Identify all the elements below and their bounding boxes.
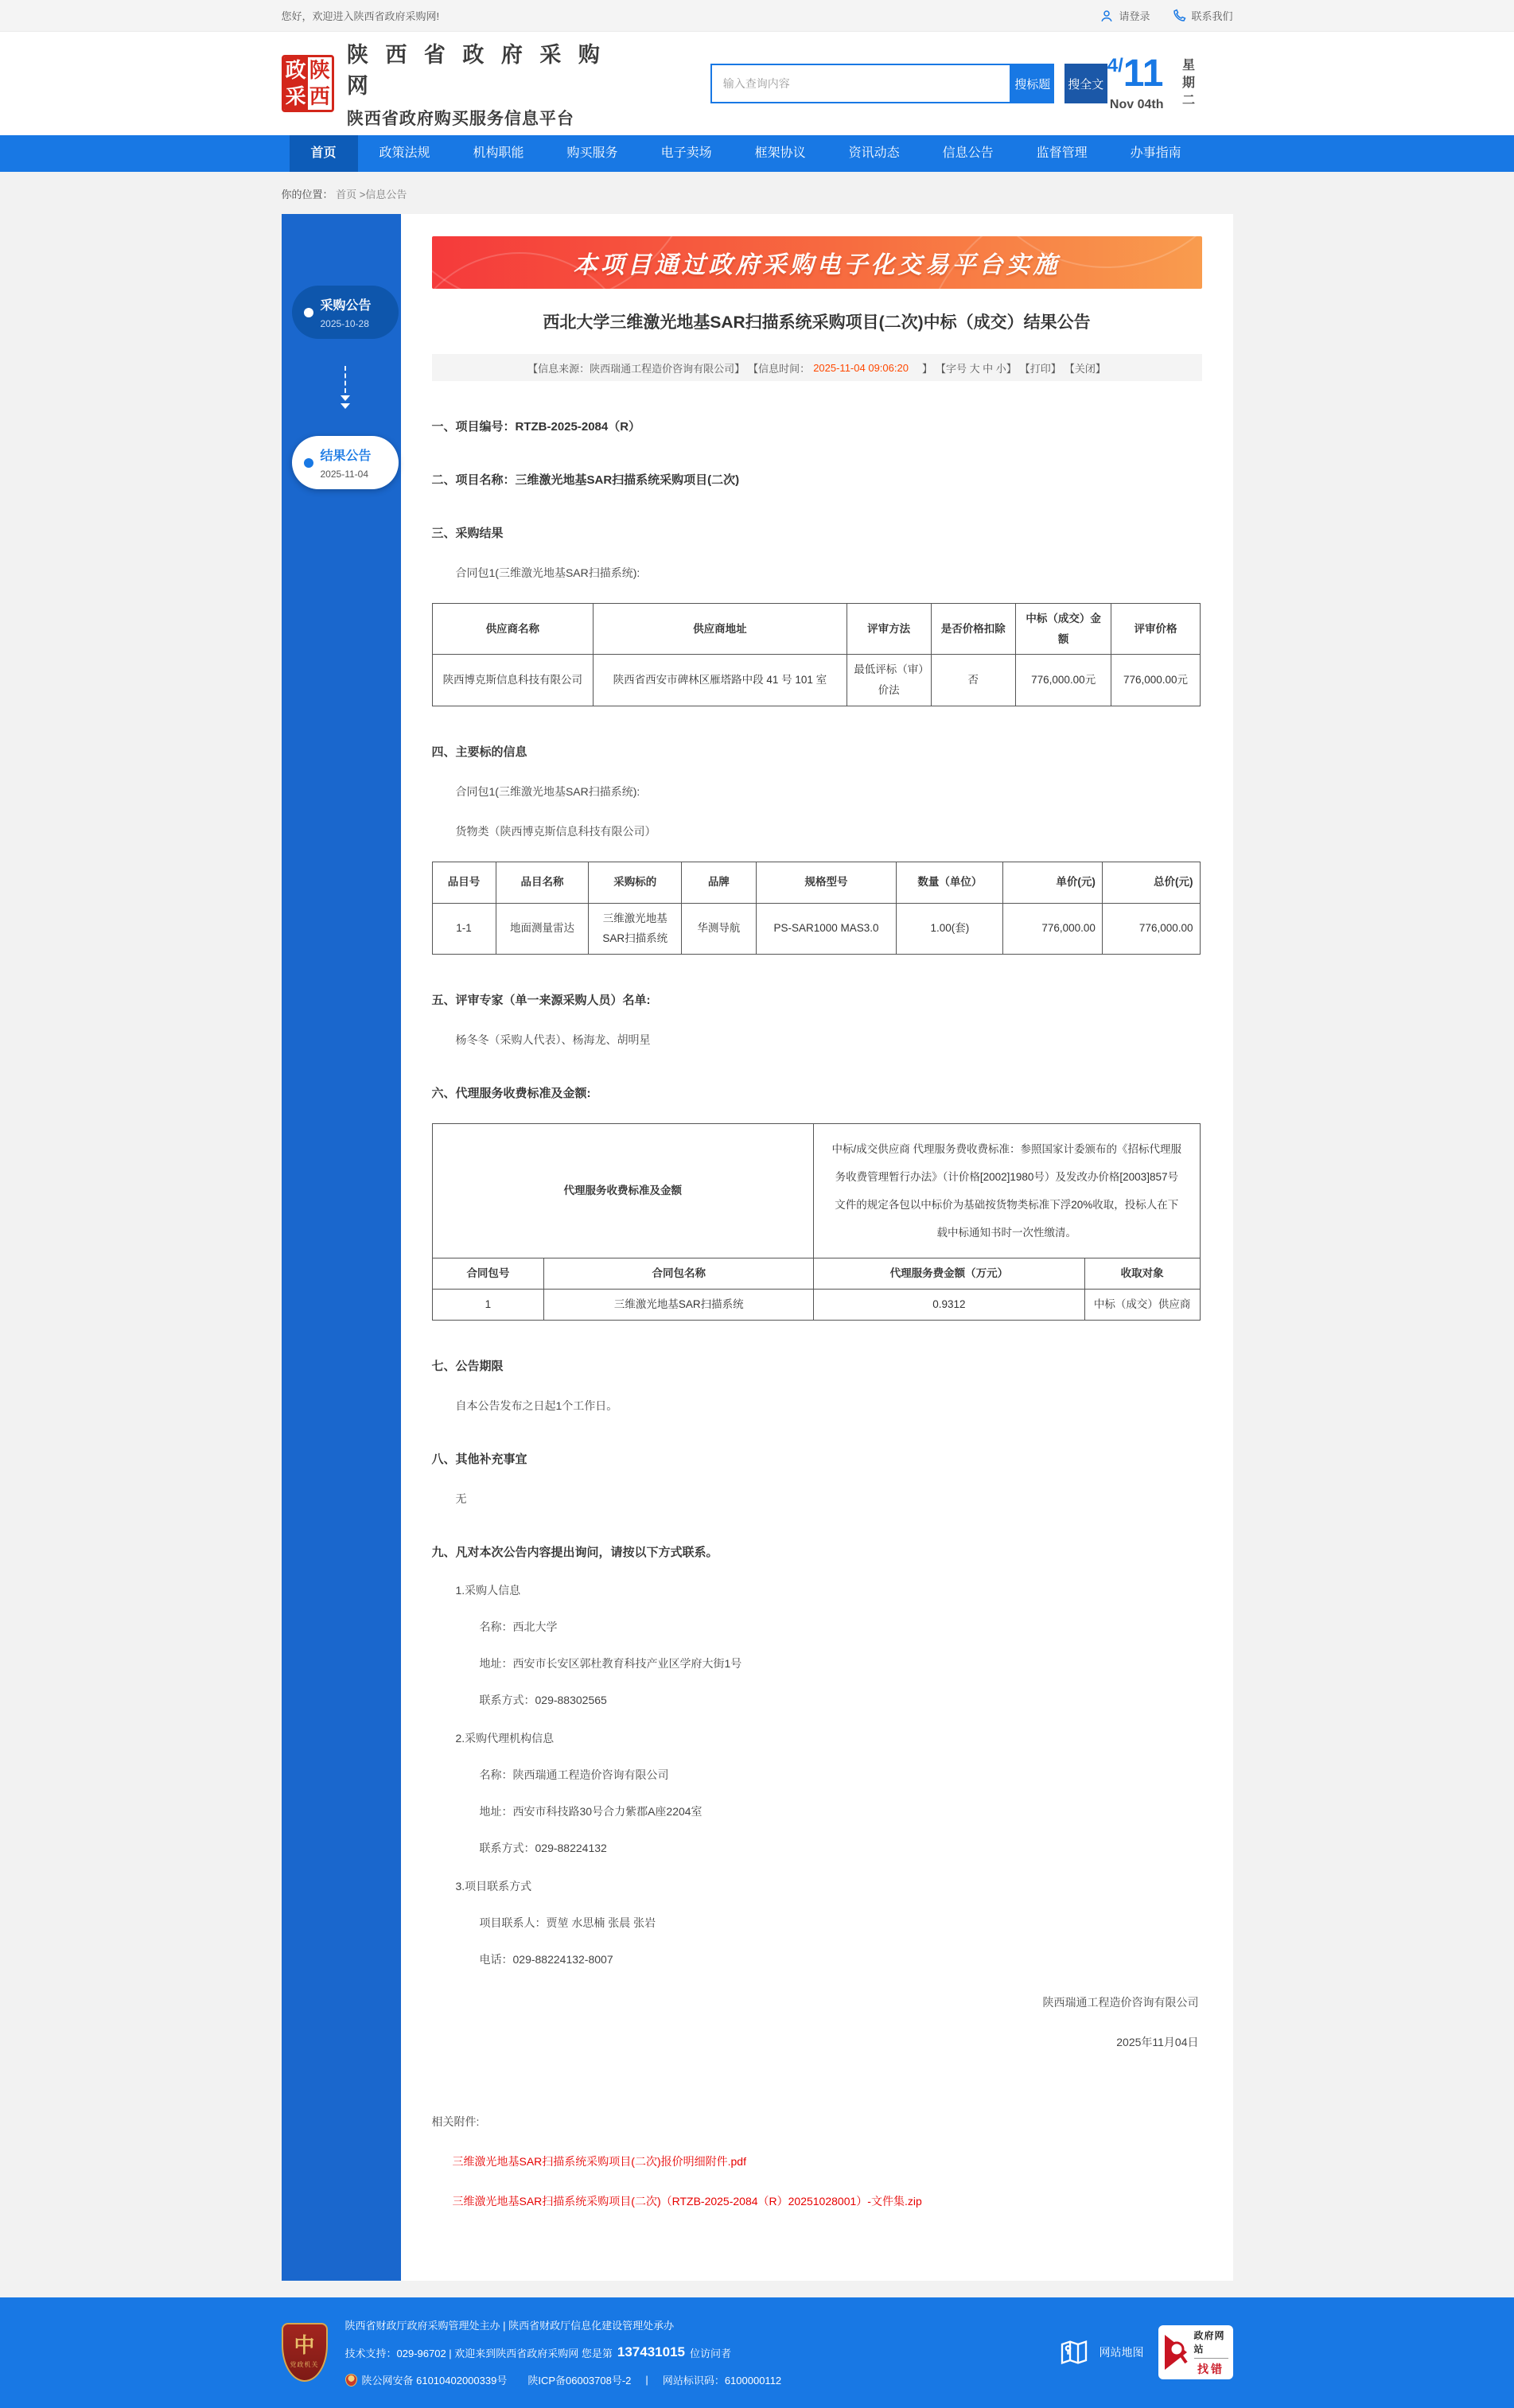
section-8-heading: 八、其他补充事宜: [431, 1452, 527, 1466]
police-badge-icon: [345, 2374, 357, 2387]
attachments-label: 相关附件:: [431, 2114, 480, 2128]
gongan-beian-link[interactable]: 陕公网安备 61010402000339号: [361, 2375, 508, 2387]
site-header: [0, 32, 1514, 135]
supplier-result-table: [432, 603, 1201, 706]
welcome-text: 您好，欢迎进入陕西省政府采购网!: [281, 10, 440, 22]
footer-organizer-line: 陕西省财政厅政府采购管理处主办 | 陕西省财政厅信息化建设管理处承办: [344, 2320, 675, 2332]
date-english: Nov 04th: [1109, 98, 1164, 111]
table-header-row: 品目号 品目名称 采购标的 品牌 规格型号 数量（单位） 单价(元) 总价(元): [432, 862, 1200, 903]
nav-item-home[interactable]: 首页: [290, 135, 358, 172]
table-row: 代理服务收费标准及金额 中标/成交供应商 代理服务费收费标准：参照国家计委颁布的《招标代理服务收费管理暂行办法》（计价格[2002]1980号）及发改办价格[2003]857号文件的规定各包以中标价为基础按货物类标准下浮20%收取，投标人在下载中标通知书时一次性缴清。: [432, 1123, 1200, 1258]
nav-item-functions[interactable]: 机构职能: [473, 146, 524, 160]
page-title: 西北大学三维激光地基SAR扫描系统采购项目(二次)中标（成交）结果公告: [543, 313, 1091, 332]
topbar: [0, 0, 1514, 32]
user-icon: [1099, 9, 1114, 23]
agency-address: 地址：西安市科技路30号合力紫郡A座2204室: [479, 1804, 703, 1818]
logo-seal-icon: 政 陕 采 西: [282, 55, 334, 112]
article-panel: [401, 214, 1233, 2281]
purchaser-info-heading: 1.采购人信息: [455, 1583, 521, 1597]
purchaser-name: 名称：西北大学: [479, 1620, 558, 1633]
icp-beian-link[interactable]: 陕ICP备06003708号-2: [527, 2375, 632, 2387]
project-contact-phone: 电话：029-88224132-8007: [479, 1952, 613, 1966]
search-title-button[interactable]: 搜标题: [1011, 64, 1054, 103]
error-report-magnifier-icon: [1163, 2333, 1190, 2371]
section-4-note1: 合同包1(三维激光地基SAR扫描系统):: [455, 784, 640, 798]
article-meta-bar: 【信息来源：陕西瑞通工程造价咨询有限公司】 【信息时间： 2025-11-04 09:06:20 】 【字号 大 中 小】 【打印】 【关闭】: [432, 354, 1202, 381]
nav-item-news[interactable]: 资讯动态: [848, 146, 900, 160]
date-numeric: 4/11: [1107, 53, 1164, 95]
site-subtitle: 陕西省政府购买服务信息平台: [346, 110, 574, 128]
visitor-count: 137431015: [617, 2344, 685, 2359]
section-3-note: 合同包1(三维激光地基SAR扫描系统):: [455, 566, 640, 579]
section-8-text: 无: [455, 1492, 467, 1505]
signature-date: 2025年11月04日: [1116, 2035, 1199, 2048]
search-input[interactable]: [710, 64, 1011, 103]
table-row: 1-1 地面测量雷达 三维激光地基SAR扫描系统 华测导航 PS-SAR1000 MAS3.0 1.00(套) 776,000.00 776,000.00: [432, 903, 1200, 954]
login-link[interactable]: 请登录: [1099, 8, 1150, 23]
timeline-arrow-icon: [292, 366, 399, 409]
section-4-heading: 四、主要标的信息: [431, 745, 527, 759]
section-1-heading: 一、项目编号：RTZB-2025-2084（R）: [431, 420, 641, 434]
breadcrumb-home-link[interactable]: 首页: [336, 189, 357, 200]
platform-banner: [432, 236, 1202, 289]
map-icon: [1058, 2336, 1090, 2368]
agency-phone: 联系方式：029-88224132: [479, 1841, 607, 1854]
section-7-text: 自本公告发布之日起1个工作日。: [455, 1399, 618, 1412]
section-7-heading: 七、公告期限: [431, 1359, 504, 1373]
breadcrumb: 你的位置： 首页 >信息公告: [281, 189, 407, 200]
info-source: 【信息来源：陕西瑞通工程造价咨询有限公司】: [527, 362, 745, 375]
bid-items-table: [432, 862, 1201, 955]
nav-item-announcements[interactable]: 信息公告: [942, 146, 994, 160]
nav-item-emall[interactable]: 电子卖场: [660, 146, 712, 160]
nav-item-guide[interactable]: 办事指南: [1130, 146, 1181, 160]
table-header-row: 合同包号 合同包名称 代理服务费金额（万元） 收取对象: [432, 1258, 1200, 1290]
phone-icon: [1172, 9, 1186, 23]
section-3-heading: 三、采购结果: [431, 527, 504, 540]
close-button[interactable]: 【关闭】: [1064, 362, 1106, 375]
search-fulltext-button[interactable]: 搜全文: [1064, 64, 1107, 103]
nav-item-purchase-service[interactable]: 购买服务: [566, 146, 618, 160]
site-code: 网站标识码：6100000112: [662, 2375, 782, 2387]
section-4-note2: 货物类（陕西博克斯信息科技有限公司）: [455, 824, 656, 838]
weekday-text: 星期二: [1180, 58, 1194, 111]
gov-site-error-report-badge[interactable]: 政府网站 找错: [1158, 2325, 1233, 2379]
timeline-dot: [304, 308, 313, 317]
timeline-sidebar: [282, 214, 401, 2281]
table-header-row: 供应商名称 供应商地址 评审方法 是否价格扣除 中标（成交）金额 评审价格: [432, 604, 1200, 655]
site-footer: [0, 2297, 1514, 2408]
contact-link[interactable]: 联系我们: [1172, 8, 1232, 23]
agency-name: 名称：陕西瑞通工程造价咨询有限公司: [479, 1768, 669, 1781]
sitemap-link[interactable]: 网站地图: [1058, 2336, 1144, 2368]
timeline-dot: [304, 458, 313, 468]
project-contact-persons: 项目联系人：贾堃 水思楠 张晨 张岩: [479, 1916, 656, 1929]
attachment-pdf-link[interactable]: 三维激光地基SAR扫描系统采购项目(二次)报价明细附件.pdf: [452, 2154, 746, 2168]
banner-text: 本项目通过政府采购电子化交易平台实施: [573, 252, 1061, 278]
site-logo[interactable]: [282, 37, 619, 130]
attachment-zip-link[interactable]: 三维激光地基SAR扫描系统采购项目(二次)（RTZB-2025-2084（R）20251028001）-文件集.zip: [452, 2194, 922, 2208]
section-5-heading: 五、评审专家（单一来源采购人员）名单:: [431, 993, 651, 1007]
timeline-step-procurement-notice[interactable]: 采购公告 2025-10-28: [292, 286, 399, 339]
section-5-text: 杨冬冬（采购人代表）、杨海龙、胡明星: [455, 1033, 651, 1046]
section-9-heading: 九、凡对本次公告内容提出询问，请按以下方式联系。: [431, 1545, 718, 1559]
government-emblem-icon: 中 党政机关: [282, 2323, 328, 2382]
footer-beian-line: 陕公网安备 61010402000339号 陕ICP备06003708号-2 | 网站标识码：6100000112: [345, 2372, 782, 2387]
info-time: 2025-11-04 09:06:20: [813, 361, 909, 374]
agency-info-heading: 2.采购代理机构信息: [455, 1731, 555, 1745]
table-row: 陕西博克斯信息科技有限公司 陕西省西安市碑林区雁塔路中段 41 号 101 室 最低评标（审）价法 否 776,000.00元 776,000.00元: [432, 655, 1200, 706]
table-row: 1 三维激光地基SAR扫描系统 0.9312 中标（成交）供应商: [432, 1289, 1200, 1320]
purchaser-phone: 联系方式：029-88302565: [479, 1693, 607, 1706]
project-contact-heading: 3.项目联系方式: [455, 1879, 532, 1893]
purchaser-address: 地址：西安市长安区郭杜教育科技产业区学府大街1号: [479, 1656, 742, 1670]
search-box: [710, 64, 1107, 103]
breadcrumb-current: >信息公告: [359, 189, 407, 200]
font-size-control[interactable]: 【字号 大 中 小】: [935, 362, 1017, 375]
nav-item-framework[interactable]: 框架协议: [754, 146, 806, 160]
section-6-heading: 六、代理服务收费标准及金额:: [431, 1086, 591, 1100]
site-name: 陕 西 省 政 府 采 购 网: [346, 43, 605, 98]
main-nav: [0, 135, 1514, 172]
date-widget: [1107, 55, 1233, 112]
nav-item-policy[interactable]: 政策法规: [379, 146, 430, 160]
nav-item-supervision[interactable]: 监督管理: [1036, 146, 1088, 160]
timeline-step-result-notice[interactable]: 结果公告 2025-11-04: [292, 436, 399, 489]
section-2-heading: 二、项目名称：三维激光地基SAR扫描系统采购项目(二次): [431, 473, 740, 487]
agency-fee-table: [432, 1123, 1201, 1321]
print-button[interactable]: 【打印】: [1019, 362, 1061, 375]
footer-support-line: 技术支持：029-96702 | 欢迎来到陕西省政府采购网 您是第 137431015 位访问者: [344, 2344, 731, 2359]
signature-company: 陕西瑞通工程造价咨询有限公司: [1042, 1995, 1199, 2009]
